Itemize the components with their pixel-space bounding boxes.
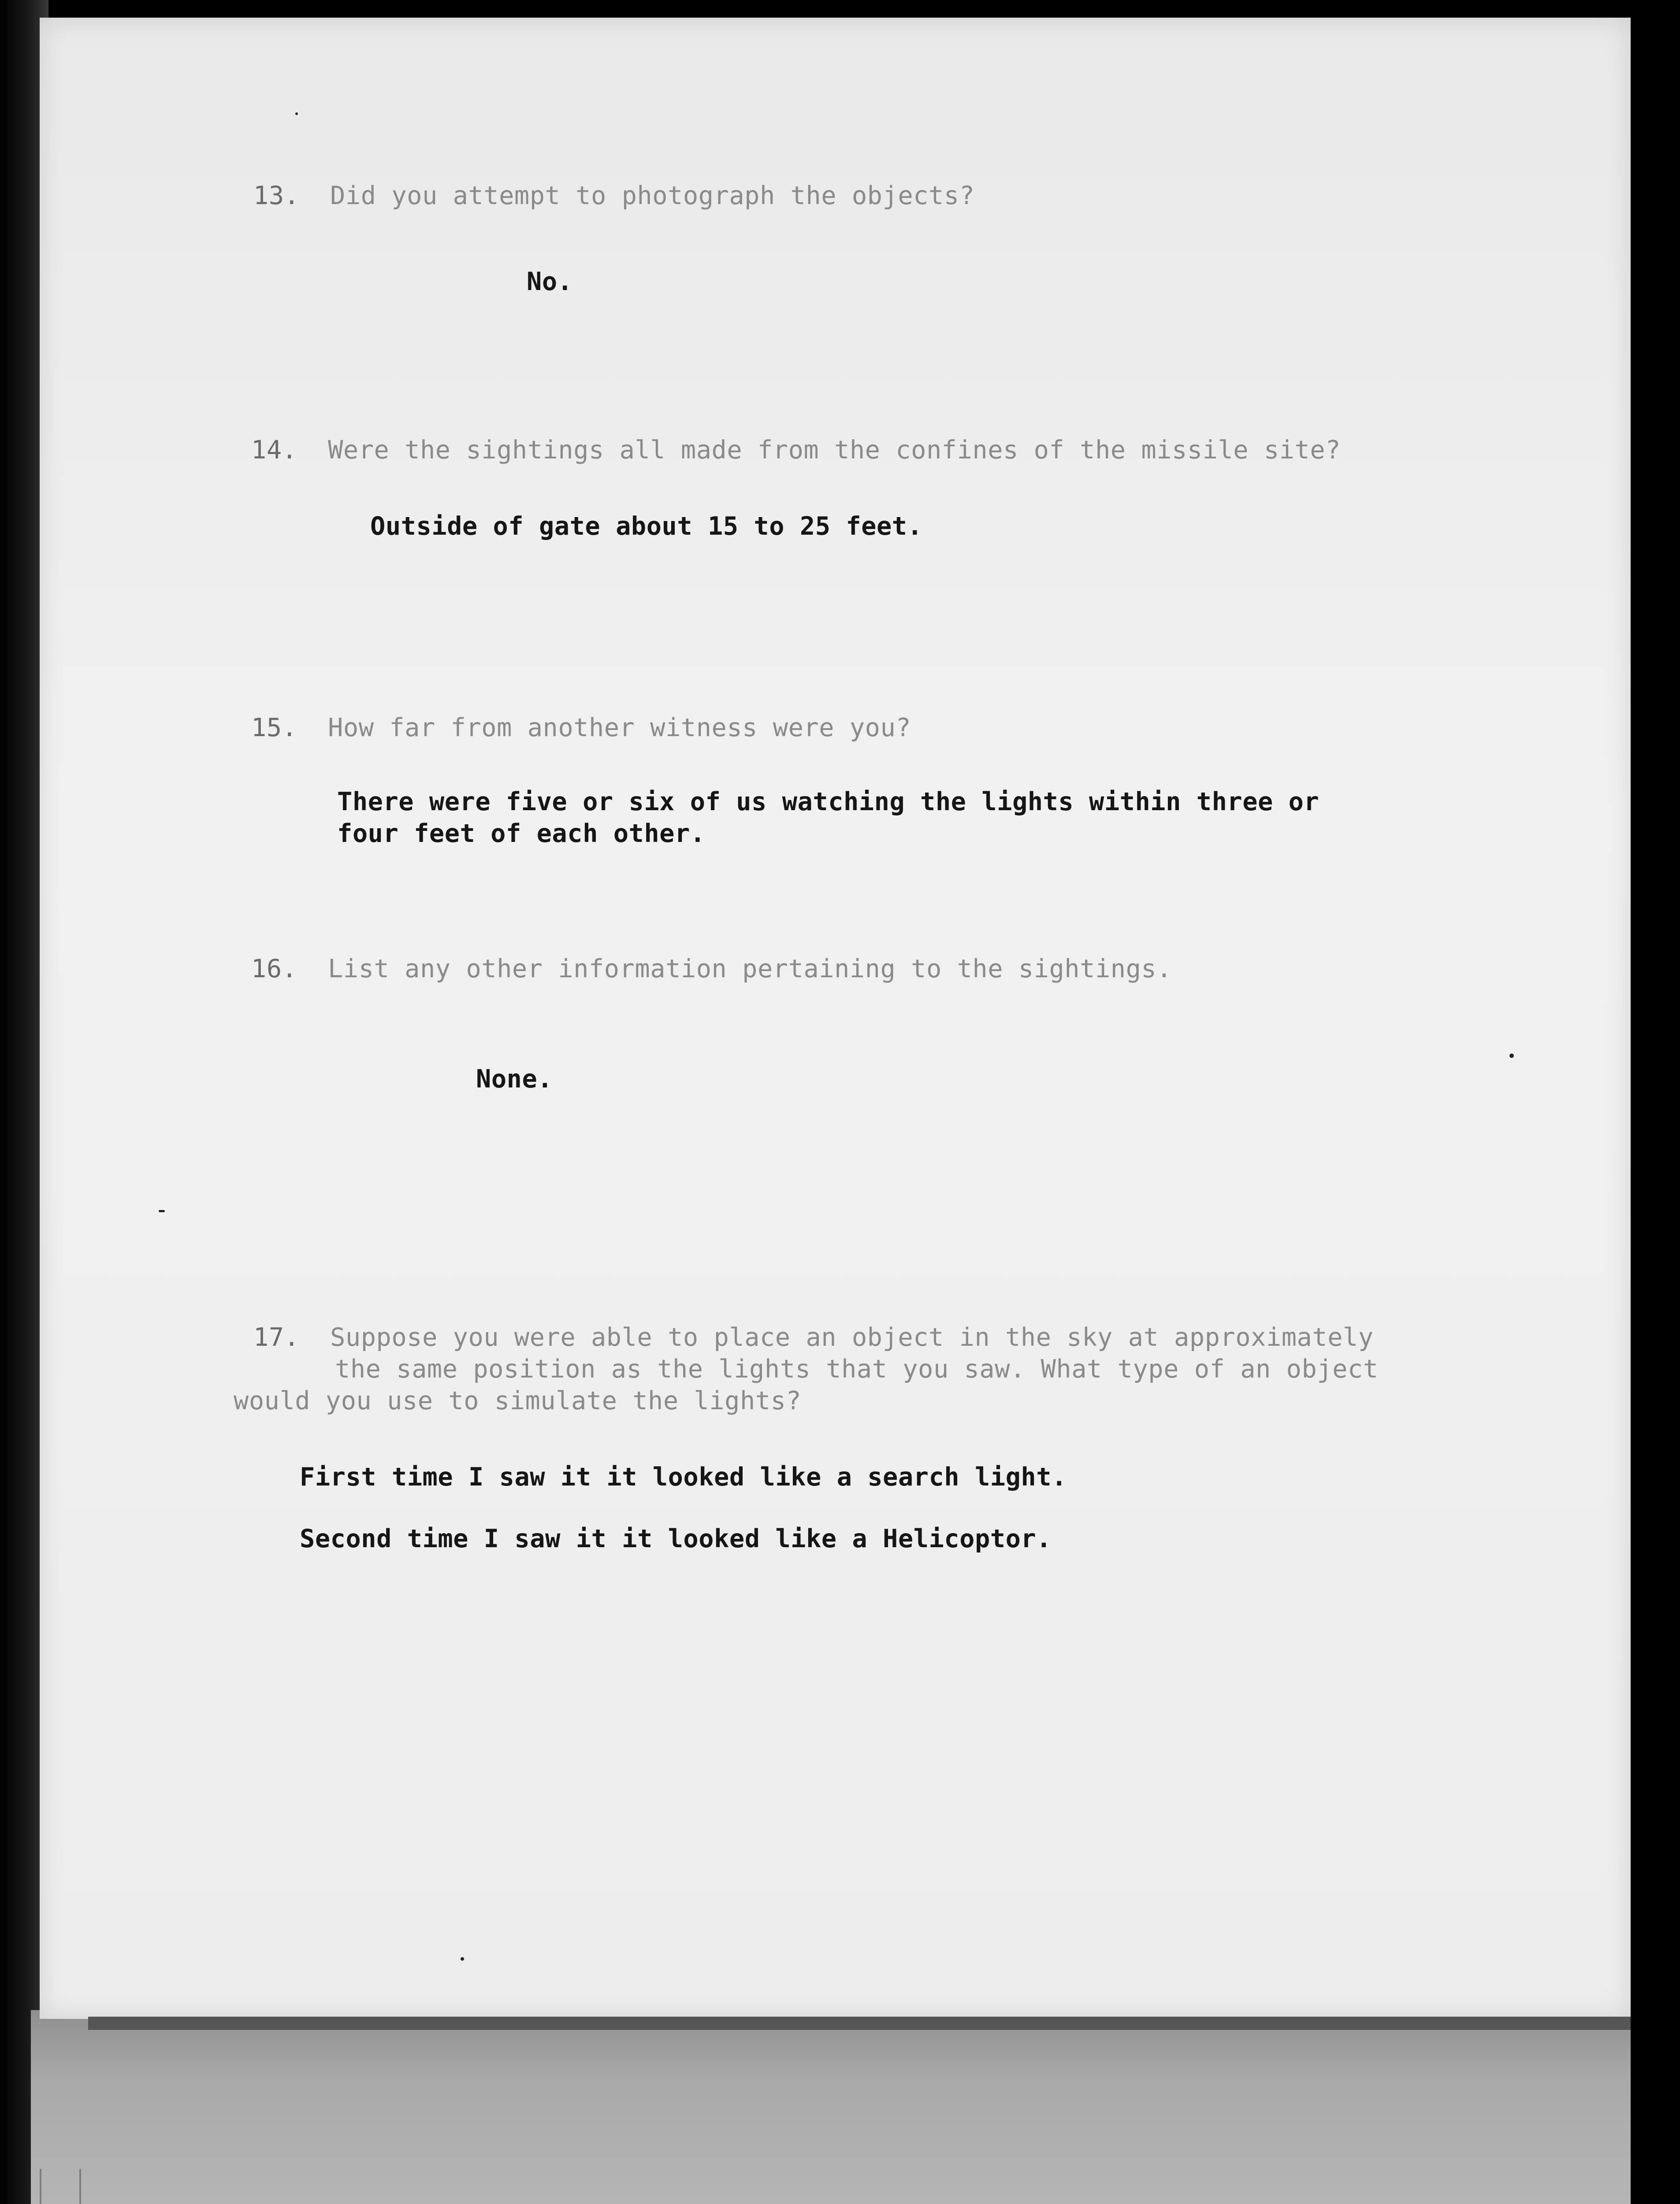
question-text: List any other information pertaining to the sightings. bbox=[328, 954, 1172, 983]
question-number: 14. bbox=[251, 436, 297, 465]
answer-15-line-1: There were five or six of us watching the lights within three or bbox=[337, 787, 1319, 816]
dust-speck bbox=[1509, 1054, 1514, 1058]
question-number: 16. bbox=[251, 954, 297, 983]
answer-17-line-2: Second time I saw it it looked like a Helicoptor. bbox=[300, 1524, 1052, 1553]
answer-13: No. bbox=[527, 267, 573, 296]
question-16 bbox=[251, 953, 1172, 985]
dust-speck bbox=[461, 1957, 464, 1961]
page-bottom-edge bbox=[88, 2017, 1631, 2030]
answer-14: Outside of gate about 15 to 25 feet. bbox=[370, 512, 923, 541]
question-14 bbox=[251, 434, 1341, 466]
question-17-line-2: the same position as the lights that you saw. What type of an object bbox=[335, 1355, 1379, 1384]
underlying-sheet bbox=[31, 2010, 1631, 2204]
film-scratch bbox=[40, 2169, 41, 2204]
dust-speck bbox=[159, 1210, 165, 1212]
question-number: 15. bbox=[251, 713, 297, 742]
answer-16: None. bbox=[476, 1065, 553, 1094]
answer-17-line-1: First time I saw it it looked like a search light. bbox=[300, 1463, 1067, 1492]
question-number: 17. bbox=[253, 1323, 300, 1352]
question-15 bbox=[251, 712, 911, 744]
question-text: Were the sightings all made from the confines of the missile site? bbox=[328, 436, 1341, 465]
question-number: 13. bbox=[253, 181, 300, 210]
question-text: Suppose you were able to place an object in the sky at approximately bbox=[330, 1323, 1374, 1352]
question-17-line-3: would you use to simulate the lights? bbox=[234, 1386, 802, 1415]
question-13 bbox=[253, 180, 974, 212]
question-text: Did you attempt to photograph the objects? bbox=[330, 181, 975, 210]
dust-speck bbox=[295, 112, 298, 115]
question-text: How far from another witness were you? bbox=[328, 713, 911, 742]
question-17-line-1 bbox=[253, 1322, 1374, 1353]
answer-15-line-2: four feet of each other. bbox=[337, 819, 706, 848]
typed-page bbox=[40, 18, 1631, 2019]
film-scratch bbox=[79, 2169, 81, 2204]
